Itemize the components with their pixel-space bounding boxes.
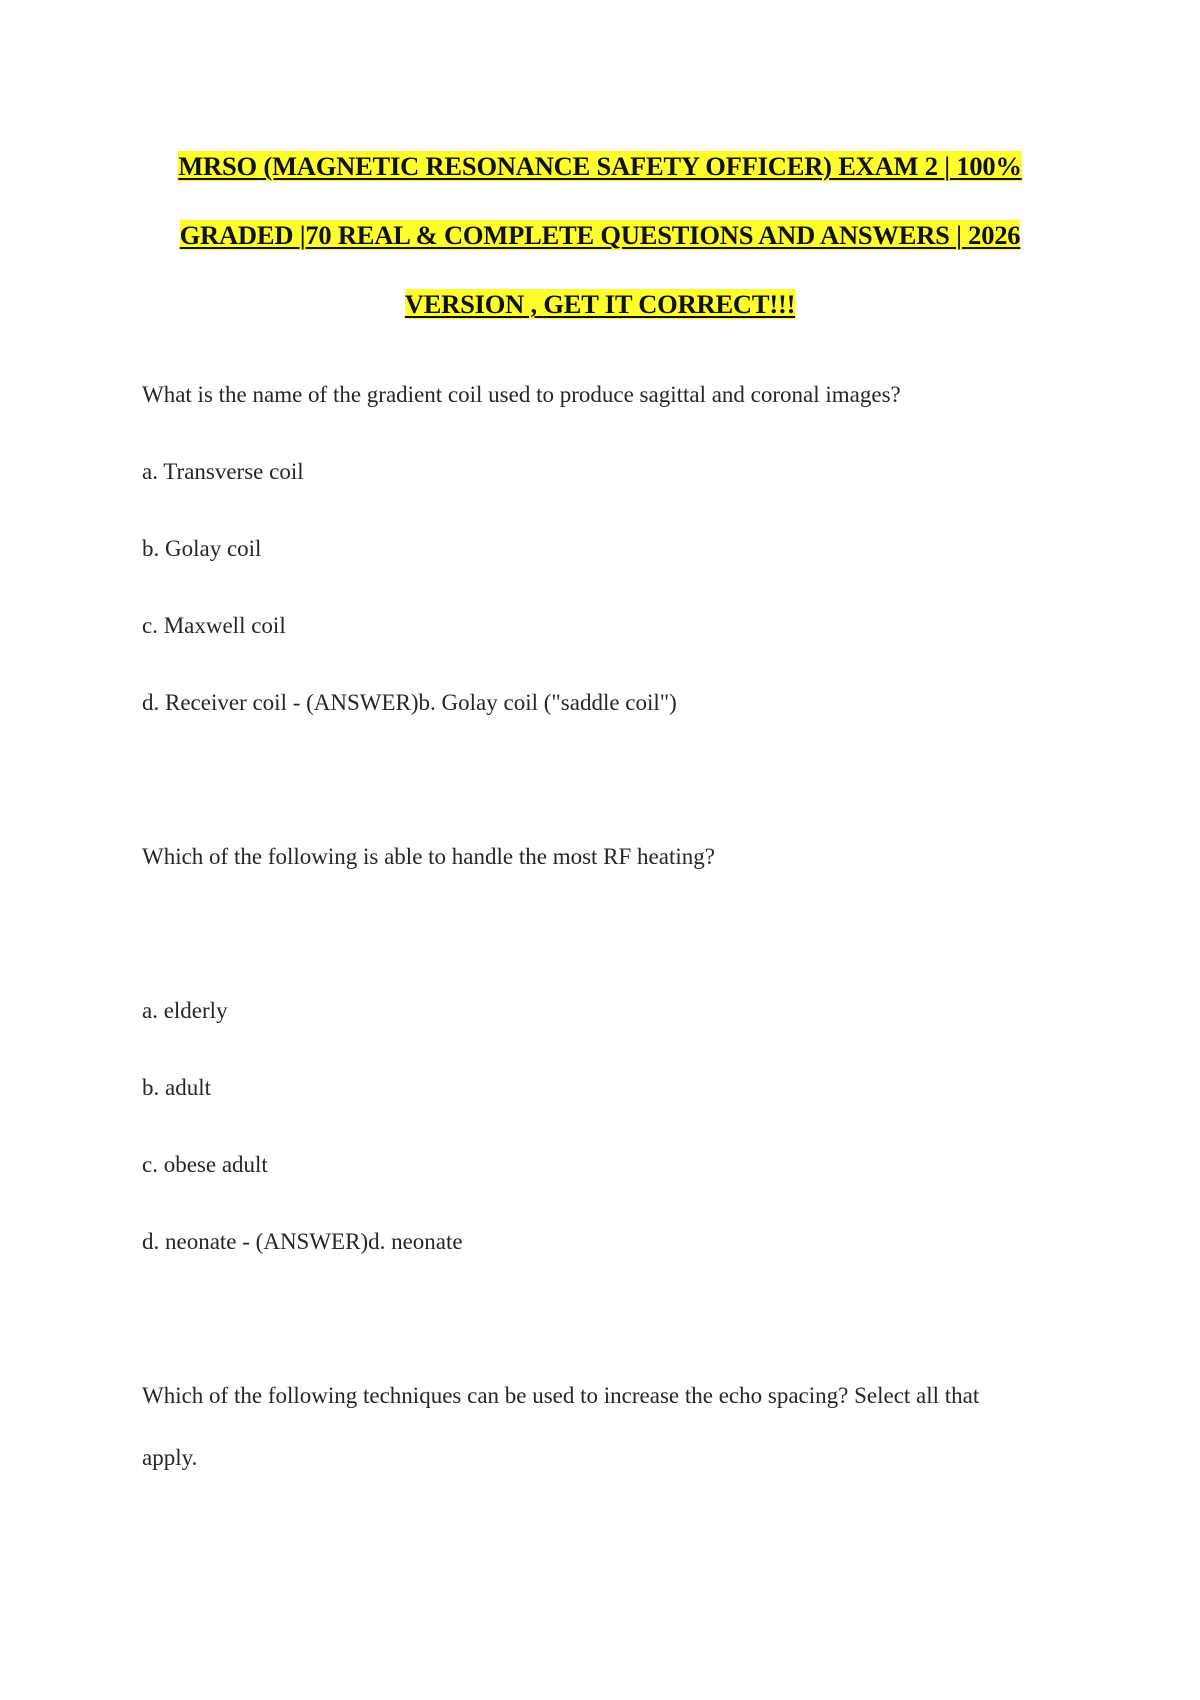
question-2-option-c: c. obese adult (142, 1152, 268, 1177)
question-3-text-line-1: Which of the following techniques can be used to increase the echo spacing? Select all that (142, 1383, 980, 1408)
question-1-option-b: b. Golay coil (142, 536, 262, 561)
title-line-1: MRSO (MAGNETIC RESONANCE SAFETY OFFICER) EXAM 2 | 100% (178, 151, 1022, 181)
title-line-3: VERSION , GET IT CORRECT!!! (404, 289, 796, 319)
question-1-text: What is the name of the gradient coil used to produce sagittal and coronal images? (142, 382, 901, 407)
question-2-option-b: b. adult (142, 1075, 211, 1100)
document-title (140, 148, 1060, 355)
question-1-option-a: a. Transverse coil (142, 459, 304, 484)
question-1-option-d-answer: d. Receiver coil - (ANSWER)b. Golay coil ("saddle coil") (142, 690, 677, 715)
question-1-option-c: c. Maxwell coil (142, 613, 286, 638)
question-2-text: Which of the following is able to handle the most RF heating? (142, 844, 715, 869)
question-2-option-a: a. elderly (142, 998, 228, 1023)
title-line-2: GRADED |70 REAL & COMPLETE QUESTIONS AND ANSWERS | 2026 (179, 220, 1021, 250)
question-3-text-line-2: apply. (142, 1445, 198, 1470)
question-2-option-d-answer: d. neonate - (ANSWER)d. neonate (142, 1229, 463, 1254)
